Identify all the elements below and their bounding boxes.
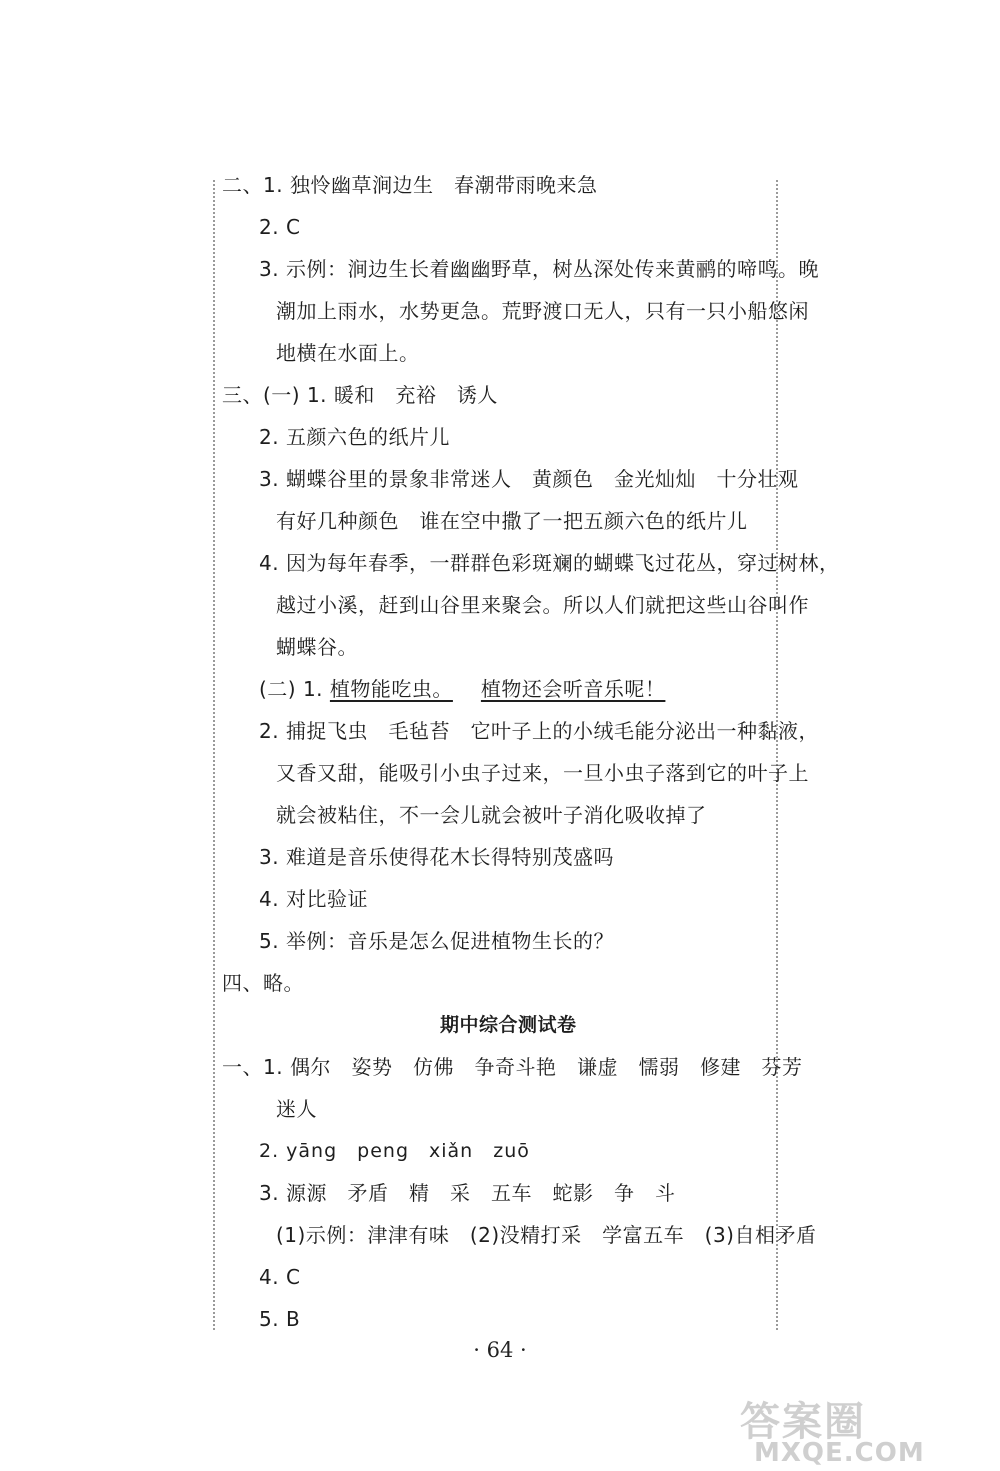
underlined-answer: 植物能吃虫。 xyxy=(329,677,453,701)
watermark-url: MXQE.COM xyxy=(754,1438,925,1468)
answer-line: 又香又甜，能吸引小虫子过来，一旦小虫子落到它的叶子上 xyxy=(276,761,809,785)
right-dotted-rule xyxy=(776,180,778,1330)
answer-line: 3. 蝴蝶谷里的景象非常迷人 黄颜色 金光灿灿 十分壮观 xyxy=(259,467,799,491)
answer-line: 3. 示例：涧边生长着幽幽野草，树丛深处传来黄鹂的啼鸣。晚 xyxy=(259,257,819,281)
answer-line: 4. 因为每年春季，一群群色彩斑斓的蝴蝶飞过花丛，穿过树林， xyxy=(259,551,840,575)
answer-line: 地横在水面上。 xyxy=(276,341,420,365)
answer-line: 蝴蝶谷。 xyxy=(276,635,358,659)
answer-line: 3. 源源 矛盾 精 采 五车 蛇影 争 斗 xyxy=(259,1181,676,1205)
answer-line: 四、略。 xyxy=(222,971,304,995)
underlined-answer: 植物还会听音乐呢！ xyxy=(480,677,666,701)
answer-line: 4. 对比验证 xyxy=(259,887,368,911)
answer-line: 潮加上雨水，水势更急。荒野渡口无人，只有一只小船悠闲 xyxy=(276,299,809,323)
section-title: 期中综合测试卷 xyxy=(440,1014,577,1036)
answer-line: 就会被粘住，不一会儿就会被叶子消化吸收掉了 xyxy=(276,803,707,827)
answer-line: 三、(一) 1. 暖和 充裕 诱人 xyxy=(222,383,498,407)
answer-line: 2. 五颜六色的纸片儿 xyxy=(259,425,450,449)
answer-line: 5. B xyxy=(259,1307,301,1331)
answer-line: 二、1. 独怜幽草涧边生 春潮带雨晚来急 xyxy=(222,173,598,197)
answer-line: 5. 举例：音乐是怎么促进植物生长的？ xyxy=(259,929,614,953)
answer-line: 一、1. 偶尔 姿势 仿佛 争奇斗艳 谦虚 懦弱 修建 芬芳 xyxy=(222,1055,803,1079)
answer-line: 迷人 xyxy=(276,1097,317,1121)
page-number: · 64 · xyxy=(473,1338,527,1362)
answer-line: (1)示例：津津有味 (2)没精打采 学富五车 (3)自相矛盾 xyxy=(276,1223,817,1247)
answer-line xyxy=(259,676,665,702)
watermark-logo: 答案圈 xyxy=(740,1398,866,1445)
pinyin-line: 2. yāng peng xiǎn zuō xyxy=(259,1140,530,1162)
answer-line: 4. C xyxy=(259,1265,301,1289)
answer-line: 越过小溪，赶到山谷里来聚会。所以人们就把这些山谷叫作 xyxy=(276,593,809,617)
answer-prefix: (二) 1. xyxy=(259,677,330,701)
answer-line: 2. 捕捉飞虫 毛毡苔 它叶子上的小绒毛能分泌出一种黏液， xyxy=(259,719,819,743)
watermark xyxy=(740,1390,990,1470)
answer-line: 2. C xyxy=(259,215,301,239)
answer-line: 3. 难道是音乐使得花木长得特别茂盛吗 xyxy=(259,845,614,869)
answer-line: 有好几种颜色 谁在空中撒了一把五颜六色的纸片儿 xyxy=(276,509,748,533)
left-dotted-rule xyxy=(213,180,215,1330)
